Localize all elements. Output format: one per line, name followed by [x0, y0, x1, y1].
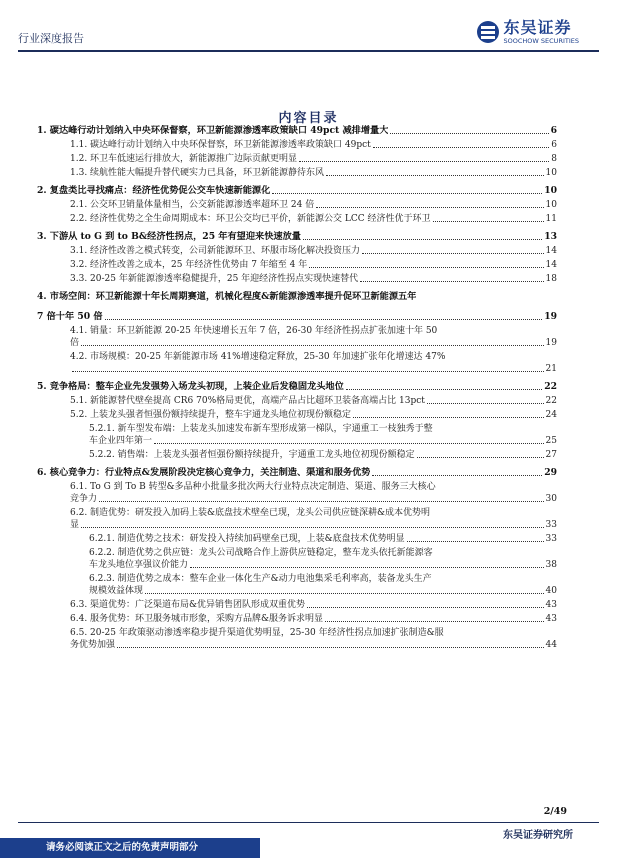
toc-entry-text: 1.2. 环卫车低速运行排放大，新能源推广边际贡献更明显: [70, 154, 298, 164]
company-logo: [477, 20, 579, 45]
toc-entry[interactable]: [37, 213, 557, 225]
toc-entry-text: 2.1. 公交环卫销量体量相当，公交新能源渗透率超环卫 24 倍: [70, 200, 315, 210]
toc-entry[interactable]: [37, 199, 557, 211]
toc-leader-dots: [105, 319, 543, 320]
toc-entry[interactable]: [37, 481, 557, 505]
toc-entry-page: 19: [545, 338, 557, 348]
toc-entry-page: 40: [545, 586, 557, 596]
toc-leader-dots: [307, 607, 543, 608]
toc-entry-page: 43: [545, 614, 557, 624]
disclaimer-banner: 请务必阅读正文之后的免责声明部分: [0, 838, 260, 858]
toc-entry-page: 38: [545, 560, 557, 570]
institute-name: 东吴证券研究所: [503, 830, 573, 841]
toc-leader-dots: [427, 403, 544, 404]
toc-entry[interactable]: [37, 259, 557, 271]
toc-entry-page: 29: [544, 467, 557, 478]
toc-leader-dots: [117, 647, 544, 648]
toc-leader-dots: [272, 193, 542, 194]
table-of-contents: [37, 125, 557, 651]
page-number: 2/49: [543, 806, 567, 817]
toc-entry-page: 6: [550, 125, 557, 136]
toc-entry[interactable]: [37, 449, 557, 461]
toc-entry[interactable]: [37, 547, 557, 571]
toc-entry-text: 2. 复盘类比寻找痛点：经济性优势促公交车快速新能源化: [37, 185, 271, 196]
toc-leader-dots: [316, 207, 543, 208]
toc-entry-page: 33: [545, 534, 557, 544]
toc-entry-text: 车企业四年第一: [89, 436, 153, 446]
toc-entry[interactable]: [37, 533, 557, 545]
toc-entry[interactable]: [37, 351, 557, 375]
toc-entry-text: 竞争力: [70, 494, 98, 504]
toc-entry-page: 30: [545, 494, 557, 504]
toc-entry-page: 19: [544, 311, 557, 322]
toc-entry-text: 显: [70, 520, 80, 530]
toc-entry[interactable]: [37, 245, 557, 257]
toc-entry[interactable]: [37, 125, 557, 137]
toc-entry[interactable]: [37, 325, 557, 349]
toc-entry-text: 6.5. 20-25 年政策驱动渗透率稳步提升渠道优势明显，25-30 年经济性拐点加速扩张制造&服: [70, 628, 444, 638]
footer-divider: [18, 822, 599, 823]
page-header: [0, 0, 617, 52]
toc-entry-text: 6.2.2. 制造优势之供应链：龙头公司战略合作上游供应链稳定，整车龙头依托新能源客: [89, 548, 433, 558]
toc-entry-text: 6.3. 渠道优势：广泛渠道布局&优异销售团队形成双重优势: [70, 600, 306, 610]
toc-entry-text: 5.2.2. 销售端：上装龙头强者恒强份额持续提升，宇通重工龙头地位初现份额稳定: [89, 450, 415, 460]
toc-entry-text: 5.2. 上装龙头强者恒强份额持续提升，整车宇通龙头地位初现份额稳定: [70, 410, 352, 420]
toc-entry-text: 3. 下游从 to G 到 to B&经济性拐点，25 年有望迎来快速放量: [37, 231, 301, 242]
toc-entry[interactable]: [37, 627, 557, 651]
toc-entry[interactable]: [37, 423, 557, 447]
toc-entry-text: 规模效益体现: [89, 586, 144, 596]
toc-entry-text: 6. 核心竞争力：行业特点&发展阶段决定核心竞争力，关注制造、渠道和服务优势: [37, 467, 371, 478]
toc-leader-dots: [360, 281, 543, 282]
toc-leader-dots: [372, 475, 542, 476]
toc-entry[interactable]: [37, 185, 557, 197]
toc-leader-dots: [81, 345, 544, 346]
toc-leader-dots: [299, 161, 549, 162]
toc-entry-page: 22: [545, 396, 557, 406]
toc-entry-page: 10: [544, 185, 557, 196]
toc-entry-text: 6.2.1. 制造优势之技术：研发投入持续加码壁垒已现，上装&底盘技术优势明显: [89, 534, 405, 544]
toc-entry-page: 18: [545, 274, 557, 284]
toc-entry-page: 24: [545, 410, 557, 420]
toc-entry-page: 14: [545, 246, 557, 256]
toc-leader-dots: [190, 567, 544, 568]
toc-entry-page: 13: [544, 231, 557, 242]
toc-entry-page: 10: [545, 200, 557, 210]
toc-leader-dots: [154, 443, 544, 444]
toc-entry[interactable]: [37, 153, 557, 165]
toc-entry[interactable]: [37, 507, 557, 531]
toc-entry-page: 11: [545, 214, 557, 224]
toc-entry-page: 14: [545, 260, 557, 270]
logo-chinese-name: 东吴证券: [503, 18, 572, 37]
toc-leader-dots: [326, 175, 544, 176]
toc-entry-page: 8: [551, 154, 557, 164]
toc-entry[interactable]: [37, 167, 557, 179]
toc-entry-page: 21: [545, 364, 557, 374]
toc-leader-dots: [325, 621, 543, 622]
toc-entry-page: 27: [545, 450, 557, 460]
toc-entry-page: 43: [545, 600, 557, 610]
toc-title: 内容目录: [278, 111, 339, 126]
header-divider: [18, 50, 599, 52]
toc-entry-page: 44: [545, 640, 557, 650]
toc-entry-page: 25: [545, 436, 557, 446]
toc-entry[interactable]: [37, 599, 557, 611]
toc-entry[interactable]: [37, 231, 557, 243]
toc-leader-dots: [99, 501, 544, 502]
toc-leader-dots: [433, 221, 544, 222]
toc-entry-text: 2.2. 经济性优势之全生命周期成本：环卫公交均已平价，新能源公交 LCC 经济性优于环卫: [70, 214, 431, 224]
toc-leader-dots: [390, 133, 548, 134]
toc-entry[interactable]: [37, 139, 557, 151]
toc-entry-text: 6.4. 服务优势：环卫服务城市形象，采购方品牌&服务诉求明显: [70, 614, 324, 624]
toc-entry-text: 3.2. 经济性改善之成本，25 年经济性优势由 7 年缩至 4 年: [70, 260, 308, 270]
toc-leader-dots: [373, 147, 549, 148]
toc-entry-text: 4. 市场空间：环卫新能源十年长周期赛道，机械化程度&新能源渗透率提升促环卫新能源五年: [37, 291, 417, 302]
toc-entry-text: 4.2. 市场规模：20-25 年新能源市场 41%增速稳定释放，25-30 年加速扩张年化增速达 47%: [70, 352, 446, 362]
toc-entry-text: 倍: [70, 338, 80, 348]
toc-entry-page: 6: [551, 140, 557, 150]
toc-entry-text: 6.2.3. 制造优势之成本：整车企业一体化生产&动力电池集采毛利率高，装备龙头生产: [89, 574, 432, 584]
toc-entry-text: 1.1. 碳达峰行动计划纳入中央环保督察，环卫新能源渗透率政策缺口 49pct: [70, 140, 371, 150]
toc-entry-text: 3.1. 经济性改善之模式转变，公司新能源环卫、环服市场化解决投资压力: [70, 246, 361, 256]
toc-entry-text: 务优势加强: [70, 640, 116, 650]
toc-entry[interactable]: [37, 381, 557, 393]
toc-entry[interactable]: [37, 573, 557, 597]
toc-entry-text: 5.1. 新能源替代壁垒提高 CR6 70%格局更优，高端产品占比超环卫装备高端占比 13pct: [70, 396, 425, 406]
toc-entry-page: 10: [545, 168, 557, 178]
toc-entry-text: 5. 竞争格局：整车企业先发强势入场龙头初现，上装企业后发稳固龙头地位: [37, 381, 344, 392]
toc-entry[interactable]: [37, 467, 557, 479]
toc-entry-text: 5.2.1. 新车型发布端：上装龙头加速发布新车型形成第一梯队，宇通重工一枝独秀于整: [89, 424, 433, 434]
toc-entry-text: 7 倍十年 50 倍: [37, 311, 103, 322]
toc-leader-dots: [346, 389, 542, 390]
toc-entry[interactable]: [37, 291, 557, 323]
toc-entry[interactable]: [37, 613, 557, 625]
toc-entry-text: 车龙头地位享强议价能力: [89, 560, 189, 570]
toc-entry-text: 1. 碳达峰行动计划纳入中央环保督察，环卫新能源渗透率政策缺口 49pct 减排增量大: [37, 125, 389, 136]
logo-english-name: SOOCHOW SECURITIES: [503, 37, 579, 45]
toc-leader-dots: [309, 267, 543, 268]
toc-entry-page: 22: [544, 381, 557, 392]
toc-leader-dots: [145, 593, 544, 594]
logo-mark-icon: [477, 21, 499, 43]
toc-entry[interactable]: [37, 395, 557, 407]
toc-entry-text: 6.2. 制造优势：研发投入加码上装&底盘技术壁垒已现，龙头公司供应链深耕&成本优势明: [70, 508, 431, 518]
toc-entry[interactable]: [37, 409, 557, 421]
toc-leader-dots: [353, 417, 544, 418]
toc-entry[interactable]: [37, 273, 557, 285]
toc-leader-dots: [362, 253, 544, 254]
toc-entry-text: 6.1. To G 到 To B 转型&多品种小批量多批次两大行业特点决定制造、渠道、服务三大核心: [70, 482, 436, 492]
toc-leader-dots: [417, 457, 544, 458]
toc-leader-dots: [407, 541, 544, 542]
toc-entry-text: 4.1. 销量：环卫新能源 20-25 年快速增长五年 7 倍，26-30 年经济性拐点扩张加速十年 50: [70, 326, 438, 336]
toc-leader-dots: [72, 371, 544, 372]
toc-entry-text: 3.3. 20-25 年新能源渗透率稳健提升，25 年迎经济性拐点实现快速替代: [70, 274, 359, 284]
toc-leader-dots: [81, 527, 544, 528]
toc-entry-text: 1.3. 续航性能大幅提升替代硬实力已具备，环卫新能源静待东风: [70, 168, 325, 178]
toc-leader-dots: [303, 239, 542, 240]
toc-entry-page: 33: [545, 520, 557, 530]
report-category: 行业深度报告: [18, 32, 84, 45]
